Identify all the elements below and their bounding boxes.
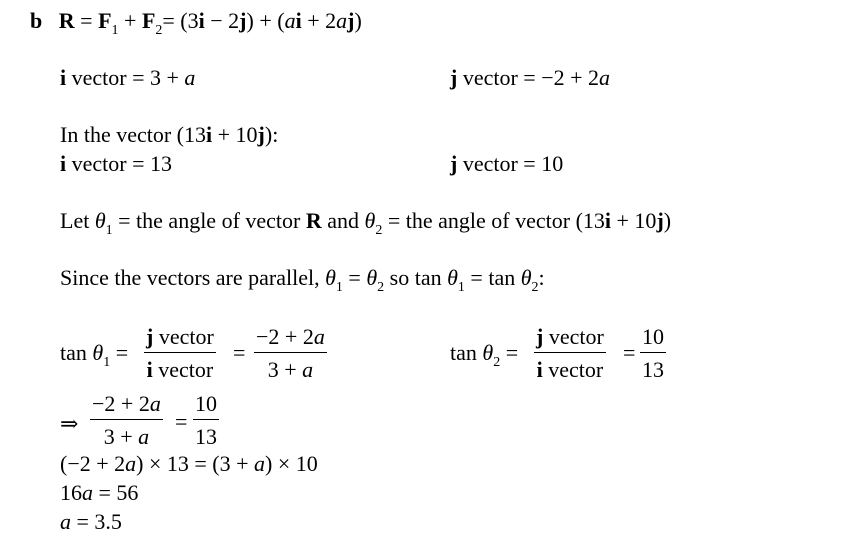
j-target: j vector = 10 xyxy=(450,151,564,176)
tan-theta2-equals: = xyxy=(623,340,636,365)
tan-theta1-ratio-fraction: j vector i vector xyxy=(146,324,214,382)
implies-equals: = xyxy=(175,409,188,434)
tan-theta1-equals: = xyxy=(233,340,246,365)
j-component: j vector = −2 + 2a xyxy=(450,65,611,90)
i-target: i vector = 13 xyxy=(60,151,172,176)
step-cross-multiply: (−2 + 2a) × 13 = (3 + a) × 10 xyxy=(60,451,318,476)
i-component: i vector = 3 + a xyxy=(60,65,196,90)
let-statement: Let $\theta_1$ = the angle of vector R and $\theta_2$ = the angle of vector (13i + 10j) xyxy=(60,208,672,238)
since-statement: Since the vectors are parallel, $\theta_1 = \theta_2$ so $\tan \theta_1 = \tan \theta_2$: xyxy=(60,265,545,295)
step-answer: a = 3.5 xyxy=(60,509,122,534)
tan-theta1-label: $\tan \theta_1$ = xyxy=(60,340,129,370)
equation-resultant: b $R = F_1 + F_2= (3i - 2j) + (ai + 2aj)$ xyxy=(30,8,362,38)
target-vector-intro: In the vector (13i + 10j): xyxy=(60,122,279,147)
implies-left-fraction: −2 + 2a 3 + a xyxy=(92,391,161,449)
step-simplify: 16a = 56 xyxy=(60,480,139,505)
tan-theta2-ratio-fraction: j vector i vector xyxy=(536,324,604,382)
tan-theta2-label: $\tan \theta_2$ = xyxy=(450,340,519,370)
part-label: b xyxy=(30,8,43,33)
implies-right-fraction: 10 13 xyxy=(195,391,217,449)
implies-arrow: ⇒ xyxy=(60,411,79,436)
tan-theta1-value-fraction: −2 + 2a 3 + a xyxy=(256,324,325,382)
tan-theta2-value-fraction: 10 13 xyxy=(642,324,664,382)
